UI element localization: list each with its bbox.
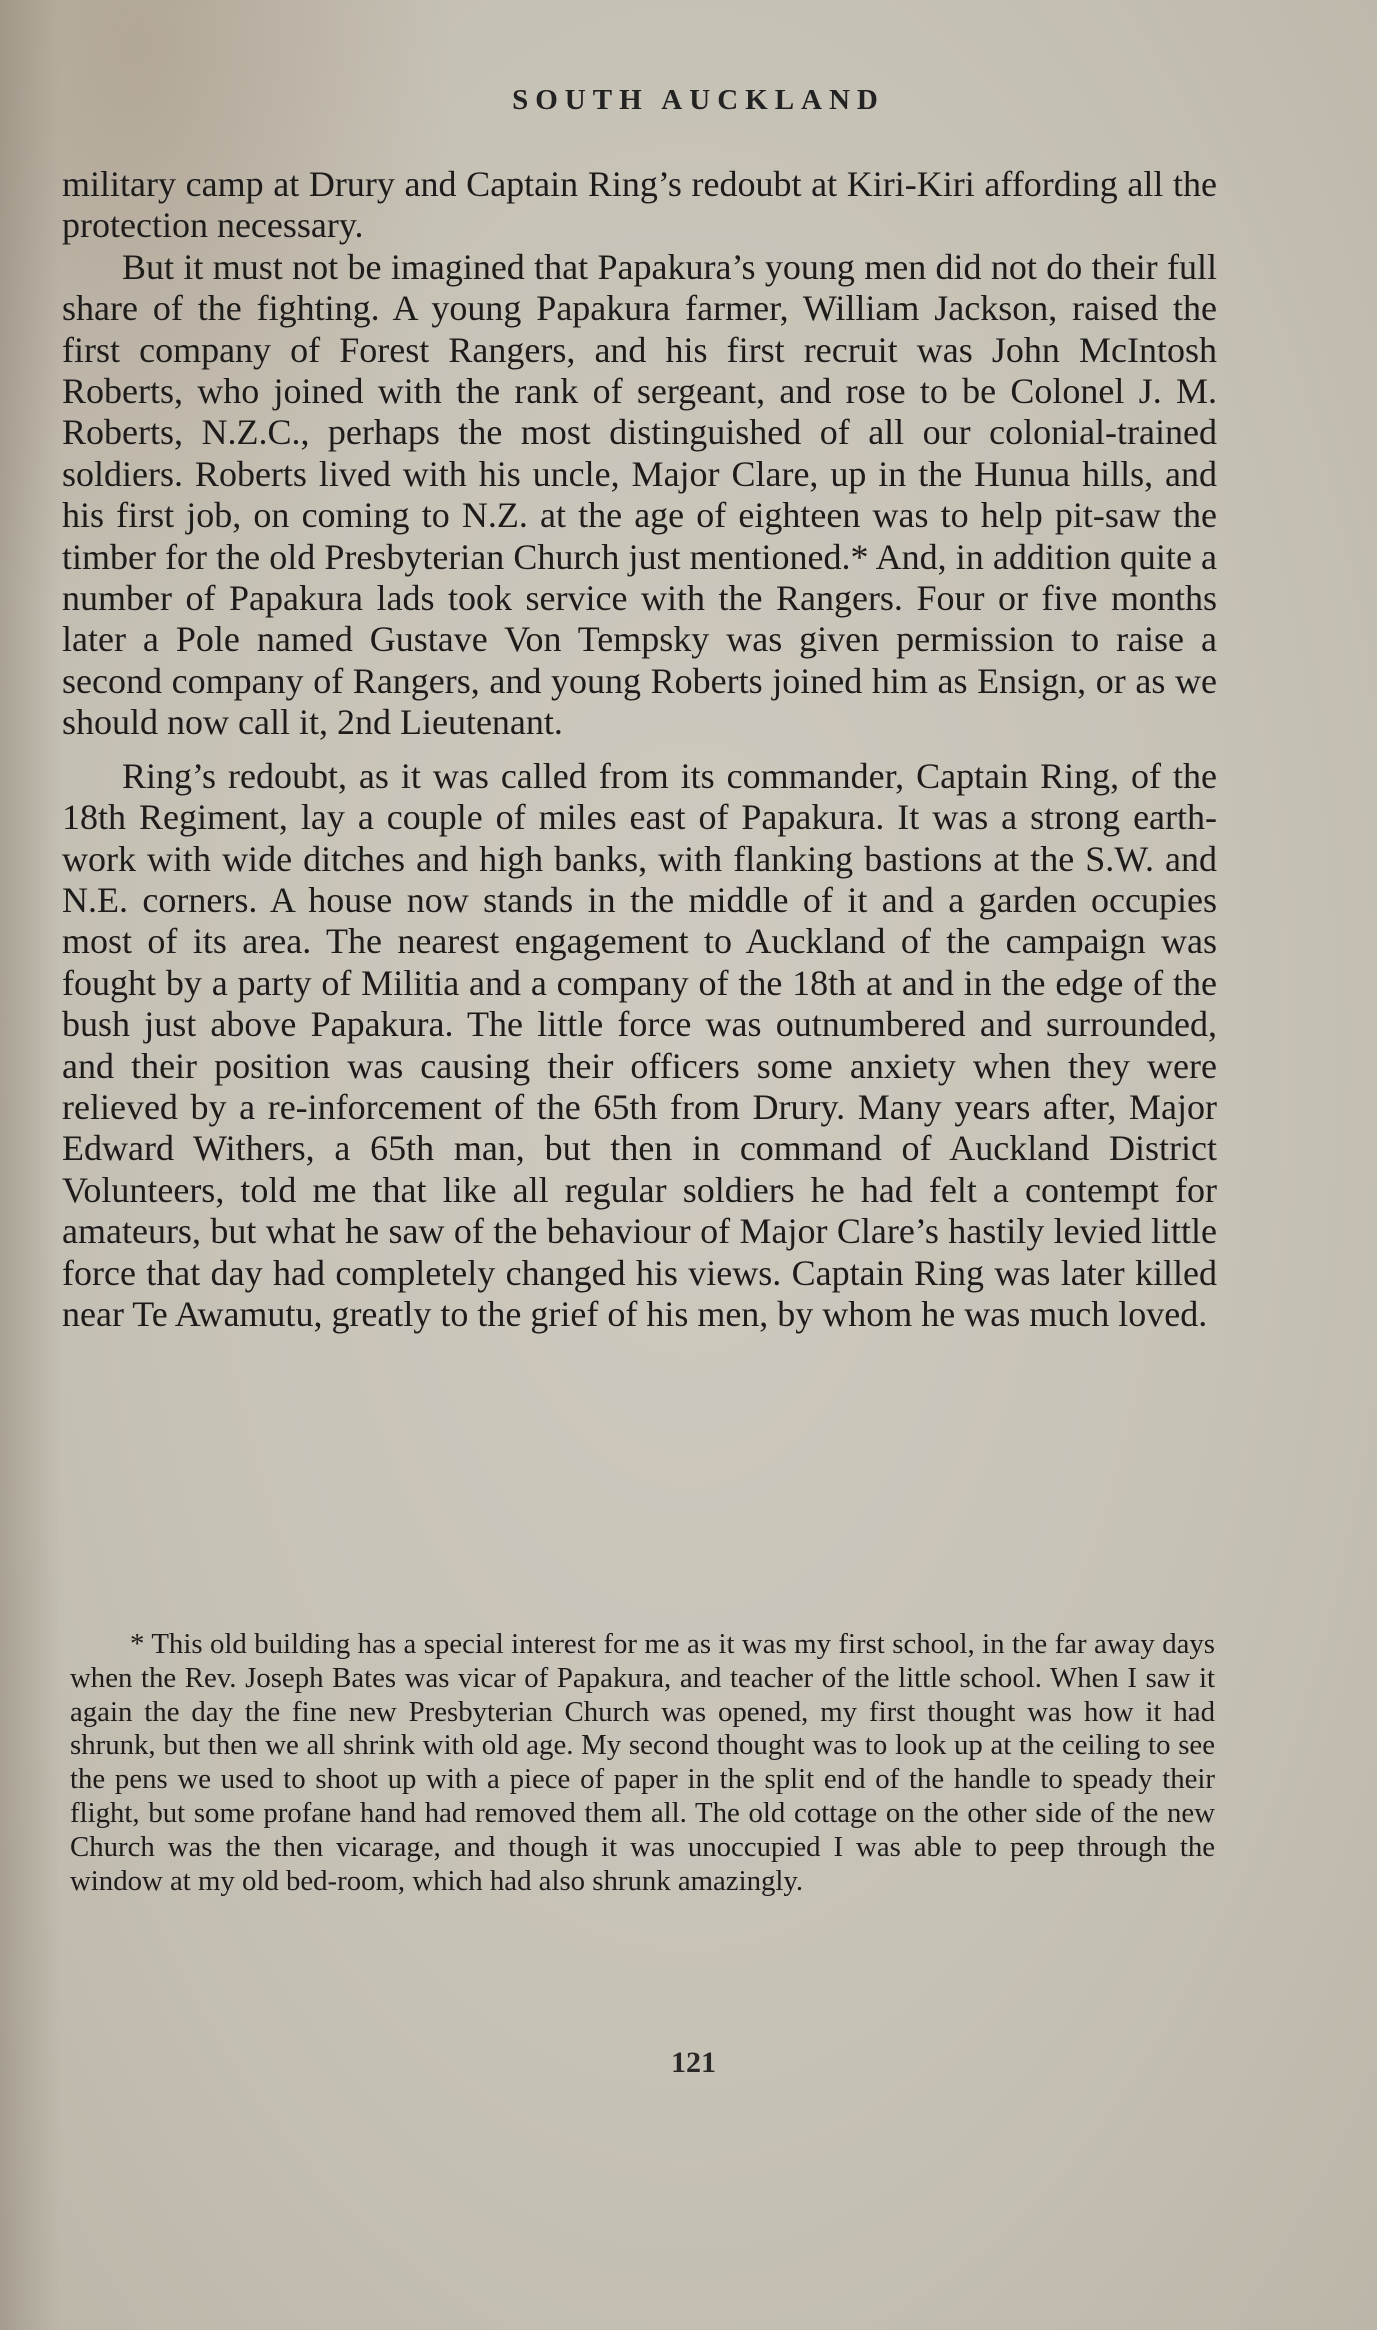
footnote [70,1628,1215,1898]
paragraph-rings-redoubt: Ring’s redoubt, as it was called from its commander, Captain Ring, of the 18th Regiment, lay a couple of miles east of Papakura. It was a strong earth-work with wide ditches and high banks, with flanking bastions at the S.W. and N.E. corners. A house now stands in the middle of it and a garden occupies most of its area. The nearest engagement to Auckland of the campaign was fought by a party of Militia and a company of the 18th at and in the edge of the bush just above Papakura. The little force was outnumbered and surrounded, and their position was causing their officers some anxiety when they were relieved by a re-inforcement of the 65th from Drury. Many years after, Major Edward Withers, a 65th man, but then in command of Auckland District Volunteers, told me that like all regular soldiers he had felt a contempt for amateurs, but what he saw of the behaviour of Major Clare’s hastily levied little force that day had completely changed his views. Captain Ring was later killed near Te Awamutu, greatly to the grief of his men, by whom he was much loved. [62,755,1217,1334]
paragraph-continued: military camp at Drury and Captain Ring’s redoubt at Kiri-Kiri affording all the protection necessary. [62,164,1217,246]
page-edge-shadow [0,0,60,2330]
paragraph-rangers: But it must not be imagined that Papakura’s young men did not do their full share of the fighting. A young Papakura farmer, William Jackson, raised the first company of Forest Rangers, and his first recruit was John McIntosh Roberts, who joined with the rank of sergeant, and rose to be Colonel J. M. Roberts, N.Z.C., perhaps the most distinguished of all our colonial-trained soldiers. Roberts lived with his uncle, Major Clare, up in the Hunua hills, and his first job, on coming to N.Z. at the age of eighteen was to help pit-saw the timber for the old Presbyterian Church just mentioned.* And, in addition quite a number of Papakura lads took service with the Rangers. Four or five months later a Pole named Gustave Von Tempsky was given permission to raise a second company of Rangers, and young Roberts joined him as Ensign, or as we should now call it, 2nd Lieutenant. [62,246,1217,743]
body-text [62,164,1217,1335]
page-number: 121 [671,2046,716,2079]
footnote-text: * This old building has a special interest for me as it was my first school, in the far away days when the Rev. Joseph Bates was vicar of Papakura, and teacher of the little school. When I saw it again the day the fine new Presbyterian Church was opened, my first thought was how it had shrunk, but then we all shrink with old age. My second thought was to look up at the ceiling to see the pens we used to shoot up with a piece of paper in the split end of the handle to speady their flight, but some profane hand had removed them all. The old cottage on the other side of the new Church was the then vicarage, and though it was unoccupied I was able to peep through the window at my old bed-room, which had also shrunk amazingly. [70,1628,1215,1897]
running-head: SOUTH AUCKLAND [512,84,885,116]
